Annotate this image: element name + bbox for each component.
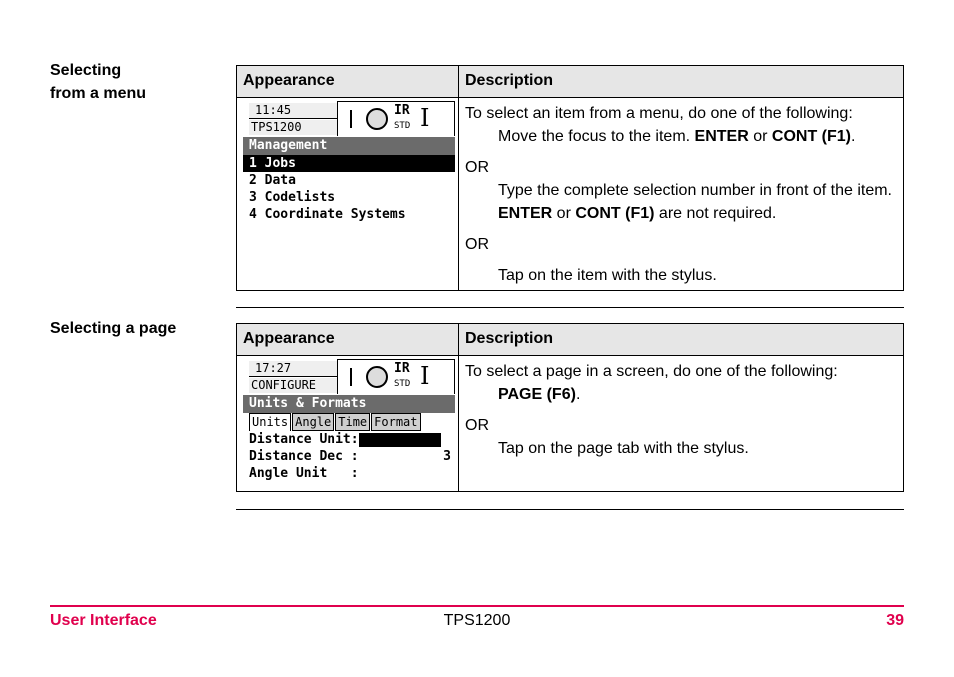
- std-label: STD: [394, 121, 411, 131]
- step-text: .: [575, 386, 581, 403]
- table-row: [237, 356, 904, 492]
- footer-chapter: User Interface: [50, 612, 157, 629]
- column-header-appearance: Appearance: [237, 324, 459, 356]
- or-label: OR: [465, 159, 489, 176]
- text-cursor-icon: I: [420, 362, 430, 390]
- step-page-key: [465, 383, 903, 406]
- signal-bar-icon: [350, 110, 352, 128]
- distance-unit-field[interactable]: [359, 433, 441, 447]
- step-text: or: [748, 128, 772, 145]
- page-tabs: [243, 413, 455, 431]
- or-label: OR: [465, 236, 489, 253]
- column-header-appearance: Appearance: [237, 66, 459, 98]
- step-focus: [465, 125, 903, 148]
- column-header-description: Description: [459, 324, 904, 356]
- section-divider: [236, 307, 904, 308]
- step-text: Type the complete selection number in front of the item.: [498, 182, 892, 199]
- device-screen-configure: [243, 359, 455, 482]
- step-text: .: [851, 128, 856, 145]
- table-row: [237, 98, 904, 291]
- page-number: 39: [886, 612, 904, 629]
- heading-line: Selecting: [50, 62, 122, 79]
- footer-product: TPS1200: [443, 612, 511, 629]
- menu-selection-table: [236, 65, 904, 291]
- key-page: PAGE (F6): [498, 386, 576, 403]
- key-cont: CONT (F1): [575, 205, 655, 222]
- section-divider: [236, 509, 904, 510]
- tab-angle[interactable]: Angle: [292, 413, 334, 431]
- section-heading-menu: [50, 59, 146, 105]
- screen-title: Units & Formats: [243, 395, 455, 413]
- column-header-description: Description: [459, 66, 904, 98]
- prism-target-icon: [366, 366, 388, 388]
- table-header-row: [237, 66, 904, 98]
- distance-dec-value[interactable]: 3: [443, 449, 451, 464]
- prism-target-icon: [366, 108, 388, 130]
- step-tap-tab: Tap on the page tab with the stylus.: [498, 440, 749, 457]
- device-screen-menu: [243, 101, 455, 223]
- or-label: OR: [465, 417, 489, 434]
- menu-item-coordinate-systems[interactable]: 4 Coordinate Systems: [249, 207, 406, 222]
- signal-bar-icon: [350, 368, 352, 386]
- ir-label: IR: [394, 361, 410, 376]
- heading-line: Selecting a page: [50, 320, 177, 337]
- field-label: Distance Dec :: [249, 449, 359, 464]
- description-intro: To select an item from a menu, do one of the following:: [465, 105, 853, 122]
- page-selection-table: [236, 323, 904, 492]
- step-text: are not required.: [654, 205, 777, 222]
- section-heading-page: [50, 317, 176, 340]
- menu-item-data[interactable]: 2 Data: [249, 173, 296, 188]
- menu-item-jobs[interactable]: 1 Jobs: [243, 155, 455, 172]
- key-cont: CONT (F1): [771, 128, 852, 145]
- step-text: Move the focus to the item.: [498, 128, 695, 145]
- key-enter: ENTER: [498, 205, 553, 222]
- field-label: Distance Unit:: [249, 432, 359, 447]
- screen-time: 11:45: [249, 103, 337, 119]
- tab-units[interactable]: Units: [249, 413, 291, 431]
- text-cursor-icon: I: [420, 104, 430, 132]
- ir-label: IR: [394, 103, 410, 118]
- screen-app-name: TPS1200: [249, 120, 339, 135]
- screen-app-name: CONFIGURE: [249, 378, 339, 393]
- distance-dec-row: [243, 448, 455, 465]
- description-cell: [459, 356, 904, 492]
- description-intro: To select a page in a screen, do one of the following:: [465, 363, 838, 380]
- angle-unit-row: Angle Unit :: [249, 466, 359, 481]
- step-tap-item: Tap on the item with the stylus.: [498, 267, 717, 284]
- appearance-cell: [237, 98, 459, 291]
- footer-rule: [50, 605, 904, 607]
- menu-item-codelists[interactable]: 3 Codelists: [249, 190, 336, 205]
- screen-header: [243, 359, 455, 395]
- description-cell: [459, 98, 904, 291]
- appearance-cell: [237, 356, 459, 492]
- screen-time: 17:27: [249, 361, 337, 377]
- tab-format[interactable]: Format: [371, 413, 420, 431]
- table-header-row: [237, 324, 904, 356]
- distance-unit-row: [243, 431, 455, 448]
- step-text: or: [552, 205, 576, 222]
- heading-line: from a menu: [50, 85, 147, 102]
- screen-title: Management: [243, 137, 455, 155]
- status-panel: [337, 359, 455, 394]
- status-panel: [337, 101, 455, 136]
- screen-header: [243, 101, 455, 137]
- tab-time[interactable]: Time: [335, 413, 370, 431]
- key-enter: ENTER: [694, 128, 749, 145]
- std-label: STD: [394, 379, 411, 389]
- step-type-number: [465, 179, 903, 225]
